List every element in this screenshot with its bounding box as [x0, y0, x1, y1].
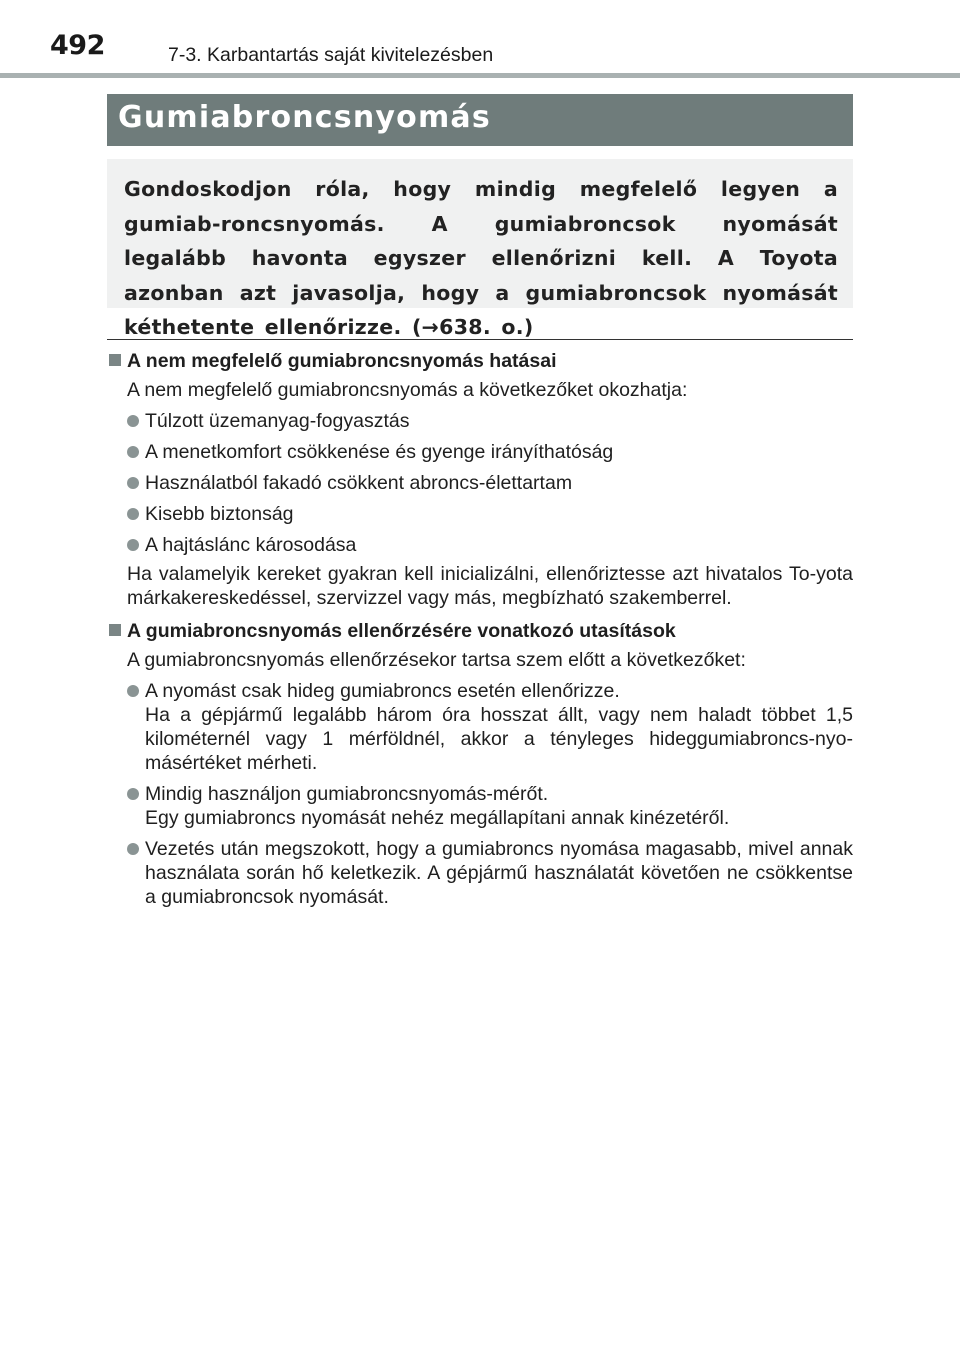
list-item: A hajtáslánc károsodása — [107, 533, 853, 557]
round-bullet-icon — [127, 415, 139, 427]
square-bullet-icon — [109, 624, 121, 636]
subheading-text: A nem megfelelő gumiabroncsnyomás hatásai — [127, 350, 557, 372]
list-item: Vezetés után megszokott, hogy a gumiabroncs nyomása magasabb, mivel annak használata során hő keletkezik. A gépjármű használatát követően ne csökkentse a gumiabroncsok nyomását. — [107, 837, 853, 909]
round-bullet-icon — [127, 477, 139, 489]
round-bullet-icon — [127, 446, 139, 458]
section-lead: A gumiabroncsnyomás ellenőrzésekor tartsa szem előtt a következőket: — [127, 649, 746, 671]
title-bar — [107, 94, 853, 146]
intro-text: Gondoskodjon róla, hogy mindig megfelelő legyen a gumiab-roncsnyomás. A gumiabroncsok nyomását legalább havonta egyszer ellenőrizni kell. A Toyota azonban azt javasolja, hogy a gumiabroncsok nyomását kéthetente ellenőrizze. (→638. o.) — [124, 177, 838, 339]
subheading-instructions — [107, 619, 853, 643]
divider — [107, 339, 853, 340]
page-title: Gumiabroncsnyomás — [118, 100, 491, 135]
page-header — [0, 0, 960, 80]
section-lead: A nem megfelelő gumiabroncsnyomás a következőket okozhatja: — [127, 379, 688, 401]
round-bullet-icon — [127, 685, 139, 697]
list-item-detail: Egy gumiabroncs nyomását nehéz megállapítani annak kinézetéről. — [145, 807, 730, 829]
intro-box — [107, 159, 853, 339]
section-title: 7-3. Karbantartás saját kivitelezésben — [168, 44, 494, 66]
round-bullet-icon — [127, 539, 139, 551]
subheading-text: A gumiabroncsnyomás ellenőrzésére vonatkozó utasítások — [127, 620, 676, 642]
section-note: Ha valamelyik kereket gyakran kell inicializálni, ellenőriztesse azt hivatalos To-yota márkakereskedéssel, szervizzel vagy más, megbízható szakemberrel. — [127, 563, 853, 609]
subheading-effects — [107, 349, 853, 373]
list-item: Túlzott üzemanyag-fogyasztás — [107, 409, 853, 433]
header-rule — [0, 73, 960, 78]
square-bullet-icon — [109, 354, 121, 366]
list-item: Mindig használjon gumiabroncsnyomás-mérőt. Egy gumiabroncs nyomását nehéz megállapítani annak kinézetéről. — [107, 782, 853, 830]
page-number: 492 — [50, 30, 105, 61]
round-bullet-icon — [127, 788, 139, 800]
list-item: A menetkomfort csökkenése és gyenge irányíthatóság — [107, 440, 853, 464]
list-item-detail: Ha a gépjármű legalább három óra hosszat állt, vagy nem haladt többet 1,5 kilométernél vagy 1 mérföldnél, akkor a tényleges hideggumiabroncs-nyo-másértéket mérheti. — [145, 704, 853, 774]
content — [107, 349, 853, 909]
round-bullet-icon — [127, 843, 139, 855]
list-item: Kisebb biztonság — [107, 502, 853, 526]
list-item: A nyomást csak hideg gumiabroncs esetén ellenőrizze. Ha a gépjármű legalább három óra hosszat állt, vagy nem haladt többet 1,5 kilométernél vagy 1 mérföldnél, akkor a tényleges hideggumiabroncs-nyo-másértéket mérheti. — [107, 679, 853, 775]
round-bullet-icon — [127, 508, 139, 520]
list-item: Használatból fakadó csökkent abroncs-élettartam — [107, 471, 853, 495]
